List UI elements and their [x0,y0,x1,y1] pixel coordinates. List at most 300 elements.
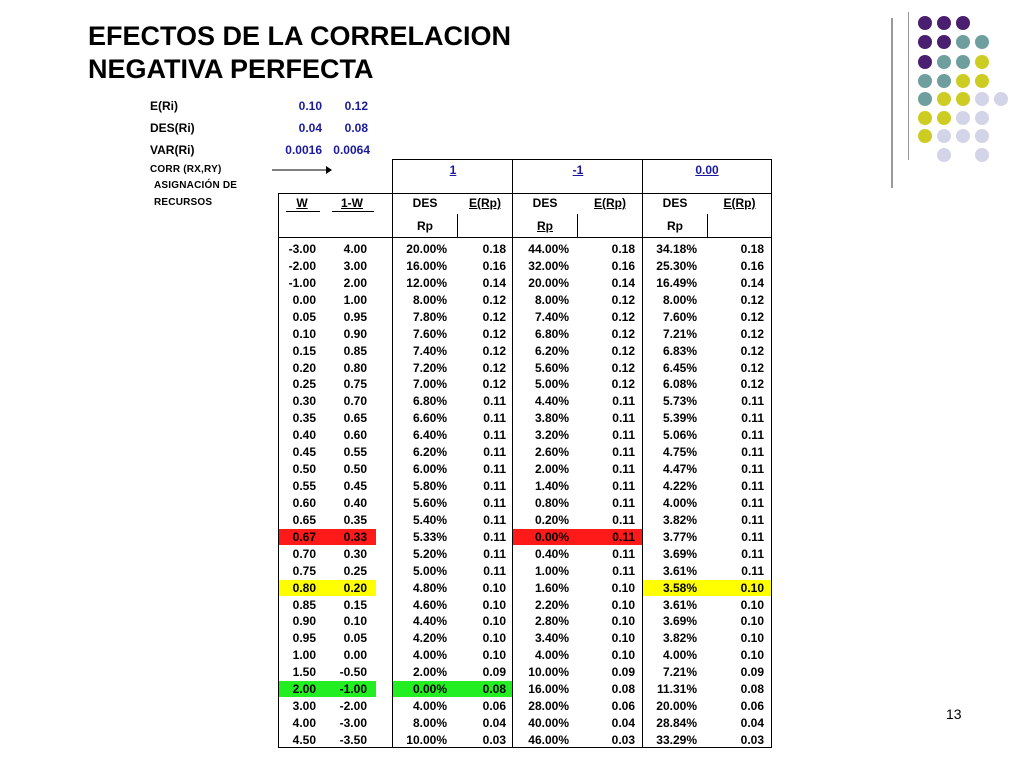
table-cell: 4.00% [534,648,569,663]
table-row [279,258,771,275]
decorative-dot [956,92,970,106]
table-cell: 0.15 [343,597,367,612]
table-cell: 4.20% [412,631,447,646]
corr-value-2: -1 [572,163,584,177]
table-cell: 0.10 [611,631,635,646]
decorative-dot [956,35,970,49]
table-cell: 20.00% [528,275,569,290]
table-cell: 8.00% [534,292,569,307]
table-cell: 0.90 [292,614,316,629]
table-cell: 1.50 [292,665,316,680]
table-cell: 2.00% [534,462,569,477]
table-cell: 0.12 [740,309,764,324]
decorative-dot [975,55,989,69]
table-cell: 0.10 [740,580,764,595]
table-cell: 28.84% [656,716,697,731]
table-cell: 20.00% [656,699,697,714]
table-cell: 0.11 [612,428,635,443]
table-cell: 0.12 [482,326,506,341]
table-cell: 0.33 [343,529,367,544]
decorative-dot [956,55,970,69]
table-row [279,563,771,580]
table-cell: -3.00 [288,242,316,256]
table-cell: 0.40% [534,546,569,561]
table-cell: 0.10 [292,326,316,341]
table-cell: 0.12 [740,377,764,392]
table-cell: 7.40% [534,309,569,324]
table-cell: 8.00% [412,292,447,307]
table-cell: 0.20 [292,360,316,375]
table-row [279,360,771,377]
table-cell: 8.00% [412,716,447,731]
table-cell: 0.05 [343,631,367,646]
header-des-2: DES [532,196,558,210]
table-cell: 0.65 [292,512,316,527]
table-cell: 0.11 [741,563,764,578]
table-row [279,410,771,427]
table-cell: 0.11 [741,394,764,409]
table-cell: 6.45% [662,360,697,375]
table-cell: 0.08 [611,682,635,697]
table-cell: 7.20% [412,360,447,375]
table-cell: 0.45 [343,479,367,494]
table-cell: 0.11 [741,445,764,460]
title-line-2: NEGATIVA PERFECTA [88,54,374,84]
table-cell: 0.95 [292,631,316,646]
decorative-dot [937,148,951,162]
table-cell: 0.12 [482,309,506,324]
table-cell: 5.00% [412,563,447,578]
table-cell: 0.03 [482,732,506,747]
table-cell: 5.00% [534,377,569,392]
table-row [279,495,771,512]
table-row [279,376,771,393]
table-cell: 6.40% [412,428,447,443]
table-cell: 0.40 [292,428,316,443]
table-cell: 6.80% [412,394,447,409]
table-divider-sub-2 [577,214,578,238]
table-cell: 3.00 [292,699,316,714]
table-row [279,309,771,326]
table-cell: -2.00 [339,699,367,714]
table-cell: 0.14 [482,275,506,290]
table-cell: 0.04 [740,716,764,731]
table-cell: 4.80% [412,580,447,595]
table-cell: 0.09 [482,665,506,680]
subheader-rp-3: Rp [667,219,683,233]
decorative-dot [918,111,932,125]
one-minus-w-underline [332,211,374,212]
table-cell: 0.20 [343,580,367,595]
table-cell: 6.20% [534,343,569,358]
table-cell: 3.82% [662,631,697,646]
table-row [279,732,771,749]
table-cell: 4.47% [662,462,697,477]
table-cell: 3.61% [662,563,697,578]
table-cell: 0.11 [612,479,635,494]
table-cell: 5.60% [534,360,569,375]
table-cell: 4.22% [662,479,697,494]
table-border-subheader [278,237,772,238]
table-cell: 0.11 [483,394,506,409]
table-cell: 0.10 [611,648,635,663]
table-cell: 0.06 [611,699,635,714]
table-cell: -1.00 [339,682,367,697]
table-cell: -3.50 [339,732,367,747]
table-cell: 25.30% [656,258,697,273]
table-cell: 0.11 [483,411,506,426]
decorative-dot [918,35,932,49]
table-cell: 0.12 [740,343,764,358]
decorative-dot [937,129,951,143]
table-cell: 0.10 [482,614,506,629]
table-cell: 46.00% [528,732,569,747]
corr-value-1: 1 [449,163,457,177]
slide-title [88,20,511,86]
table-cell: 0.06 [740,699,764,714]
header-erp-1: E(Rp) [469,196,501,210]
table-cell: 6.60% [412,411,447,426]
corr-value-3: 0.00 [695,163,719,177]
table-cell: 0.80% [534,495,569,510]
table-cell: 3.40% [534,631,569,646]
table-cell: 34.18% [656,242,697,256]
table-cell: 3.20% [534,428,569,443]
decorative-dot [956,16,970,30]
table-cell: 0.11 [741,529,764,544]
arrow-right-icon [272,165,332,175]
table-cell: 0.40 [343,495,367,510]
decorative-dot [937,16,951,30]
table-cell: 0.80 [292,580,316,595]
table-cell: 0.90 [343,326,367,341]
table-cell: 0.04 [611,716,635,731]
table-cell: 5.39% [662,411,697,426]
decorative-dot [937,74,951,88]
table-cell: 0.11 [483,495,506,510]
table-cell: 0.11 [612,512,635,527]
table-cell: 0.11 [483,512,506,527]
table-cell: 0.18 [482,242,506,256]
table-cell: 4.00% [662,495,697,510]
page-number: 13 [946,706,962,722]
table-cell: 6.20% [412,445,447,460]
table-cell: 28.00% [528,699,569,714]
table-cell: 0.15 [292,343,316,358]
table-cell: 1.00 [343,292,367,307]
table-cell: 6.80% [534,326,569,341]
decorative-dot [937,92,951,106]
decorative-dot [956,129,970,143]
table-cell: 44.00% [528,242,569,256]
table-cell: 0.12 [611,292,635,307]
table-cell: 0.11 [741,546,764,561]
decorative-dot [975,111,989,125]
table-cell: 0.85 [343,343,367,358]
table-cell: 0.11 [483,546,506,561]
table-cell: 6.00% [412,462,447,477]
table-cell: 7.21% [662,665,697,680]
table-cell: 5.06% [662,428,697,443]
table-cell: 0.03 [740,732,764,747]
table-cell: 0.25 [292,377,316,392]
table-cell: 0.12 [482,377,506,392]
table-cell: 4.00 [292,716,316,731]
table-cell: 11.31% [656,682,697,697]
table-cell: 0.00 [292,292,316,307]
table-row [279,326,771,343]
table-cell: 3.00 [343,258,367,273]
table-cell: 7.60% [412,326,447,341]
table-cell: 0.65 [343,411,367,426]
table-cell: 3.58% [662,580,697,595]
table-cell: 7.40% [412,343,447,358]
table-cell: 4.00% [662,648,697,663]
table-cell: 16.00% [406,258,447,273]
table-cell: 0.03 [611,732,635,747]
table-cell: 0.08 [482,682,506,697]
table-cell: 1.40% [534,479,569,494]
table-row [279,647,771,664]
table-cell: 10.00% [406,732,447,747]
w-underline [286,211,320,212]
table-cell: 0.08 [740,682,764,697]
table-row [279,698,771,715]
table-cell: 32.00% [528,258,569,273]
table-cell: 16.00% [528,682,569,697]
table-cell: 0.04 [482,716,506,731]
des-ri-value-2: 0.08 [344,121,368,135]
subheader-rp-1: Rp [417,219,433,233]
table-cell: 3.61% [662,597,697,612]
table-cell: 0.12 [740,292,764,307]
table-cell: 0.16 [740,258,764,273]
table-cell: 0.95 [343,309,367,324]
table-cell: 5.60% [412,495,447,510]
table-cell: 1.00% [534,563,569,578]
table-cell: 4.75% [662,445,697,460]
decorative-dot [956,74,970,88]
table-cell: 0.10 [482,580,506,595]
decorative-dot [937,55,951,69]
table-cell: 0.18 [611,242,635,256]
e-ri-label: E(Ri) [150,99,178,113]
header-des-3: DES [662,196,688,210]
header-w: W [296,196,308,210]
table-cell: 7.21% [662,326,697,341]
table-cell: 7.60% [662,309,697,324]
table-cell: 0.67 [292,529,316,544]
corr-label: CORR (RX,RY) [150,164,222,175]
var-ri-label: VAR(Ri) [150,143,195,157]
table-cell: 20.00% [406,242,447,256]
table-row [279,343,771,360]
var-ri-value-2: 0.0064 [333,143,370,157]
table-cell: 2.00 [343,275,367,290]
table-cell: 33.29% [656,732,697,747]
decorative-dot [975,74,989,88]
table-divider-sub-1 [457,214,458,238]
table-row [279,275,771,292]
table-cell: 0.11 [483,428,506,443]
table-cell: 2.00% [412,665,447,680]
table-cell: 0.18 [740,242,764,256]
table-cell: 0.50 [292,462,316,477]
table-cell: 0.12 [611,360,635,375]
table-cell: 0.25 [343,563,367,578]
table-cell: 0.00 [343,648,367,663]
table-cell: 0.11 [612,546,635,561]
decorative-dot [975,92,989,106]
table-row [279,292,771,309]
table-cell: 0.11 [612,411,635,426]
table-cell: 0.11 [483,529,506,544]
table-cell: 0.10 [740,648,764,663]
table-cell: 0.16 [482,258,506,273]
table-cell: 0.10 [611,614,635,629]
table-cell: 12.00% [406,275,447,290]
table-cell: 0.12 [740,360,764,375]
table-cell: 7.80% [412,309,447,324]
table-cell: 3.69% [662,614,697,629]
table-cell: 0.50 [343,462,367,477]
table-cell: 0.85 [292,597,316,612]
asignacion-label-line-2: RECURSOS [154,197,213,208]
table-cell: 0.75 [343,377,367,392]
table-row [279,512,771,529]
header-1-w: 1-W [341,196,363,210]
decorative-dot [918,129,932,143]
table-cell: 0.11 [741,479,764,494]
table-cell: 4.00 [343,242,367,256]
table-cell: 0.70 [343,394,367,409]
table-cell: 0.09 [611,665,635,680]
table-cell: 0.11 [741,462,764,477]
decorative-dot [975,35,989,49]
table-cell: 5.33% [412,529,447,544]
table-cell: 0.11 [612,462,635,477]
table-cell: 0.11 [741,411,764,426]
des-ri-value-1: 0.04 [298,121,322,135]
header-erp-2: E(Rp) [594,196,626,210]
subheader-rp-2: Rp [537,219,553,233]
table-row [279,393,771,410]
table-cell: 4.40% [412,614,447,629]
decorative-dot [975,129,989,143]
table-cell: 0.75 [292,563,316,578]
table-cell: 0.05 [292,309,316,324]
table-cell: 0.10 [343,614,367,629]
table-cell: 0.60 [343,428,367,443]
decorative-dot [918,16,932,30]
decorative-dot [937,111,951,125]
table-cell: 2.60% [534,445,569,460]
table-cell: 0.10 [611,597,635,612]
table-cell: 0.10 [740,631,764,646]
table-cell: 0.30 [343,546,367,561]
table-cell: 4.50 [292,732,316,747]
table-cell: 0.11 [483,563,506,578]
table-row [279,613,771,630]
table-cell: 0.55 [292,479,316,494]
table-cell: 0.70 [292,546,316,561]
table-cell: 0.12 [611,377,635,392]
table-cell: 5.20% [412,546,447,561]
table-cell: 0.10 [740,597,764,612]
table-cell: 4.00% [412,648,447,663]
table-cell: 0.11 [483,479,506,494]
table-cell: -1.00 [288,275,316,290]
table-cell: 0.12 [482,292,506,307]
table-cell: 0.10 [740,614,764,629]
table-cell: 6.08% [662,377,697,392]
table-cell: 0.12 [611,326,635,341]
table-row [279,597,771,614]
table-cell: 0.06 [482,699,506,714]
header-erp-3: E(Rp) [723,196,756,210]
table-row [279,715,771,732]
table-row [279,478,771,495]
table-cell: 0.11 [612,529,635,544]
table-cell: 0.30 [292,394,316,409]
table-divider-sub-3 [707,214,708,238]
e-ri-value-1: 0.10 [298,99,322,113]
table-cell: 4.40% [534,394,569,409]
table-cell: 0.10 [611,580,635,595]
decorative-dot [918,92,932,106]
table-cell: 0.09 [740,665,764,680]
table-cell: 5.40% [412,512,447,527]
table-border-right [771,159,772,748]
table-cell: 2.00 [292,682,316,697]
table-cell: -0.50 [339,665,367,680]
table-cell: 0.10 [482,631,506,646]
decorative-line-right [908,12,909,160]
table-row [279,461,771,478]
table-cell: 6.83% [662,343,697,358]
title-line-1: EFECTOS DE LA CORRELACION [88,21,512,51]
table-cell: 0.12 [740,326,764,341]
table-cell: 4.00% [412,699,447,714]
table-row [279,444,771,461]
table-cell: 0.55 [343,445,367,460]
table-cell: 16.49% [656,275,697,290]
table-cell: 0.12 [611,309,635,324]
table-cell: 0.00% [412,682,447,697]
header-des-1: DES [412,196,438,210]
decorative-dot [918,74,932,88]
table-row [279,580,771,597]
table-row [279,241,771,258]
decorative-dot [975,148,989,162]
table-cell: 4.60% [412,597,447,612]
asignacion-label-line-1: ASIGNACIÓN DE [154,180,238,191]
decorative-dot [994,92,1008,106]
table-cell: 3.80% [534,411,569,426]
table-cell: 0.10 [482,597,506,612]
table-cell: 0.35 [343,512,367,527]
table-cell: 0.14 [611,275,635,290]
table-cell: 0.14 [740,275,764,290]
table-cell: 0.11 [612,495,635,510]
table-row [279,681,771,698]
table-cell: 0.11 [612,445,635,460]
table-cell: 0.12 [482,343,506,358]
table-cell: 2.20% [534,597,569,612]
table-cell: 1.60% [534,580,569,595]
des-ri-label: DES(Ri) [150,121,195,135]
table-cell: 0.11 [483,462,506,477]
